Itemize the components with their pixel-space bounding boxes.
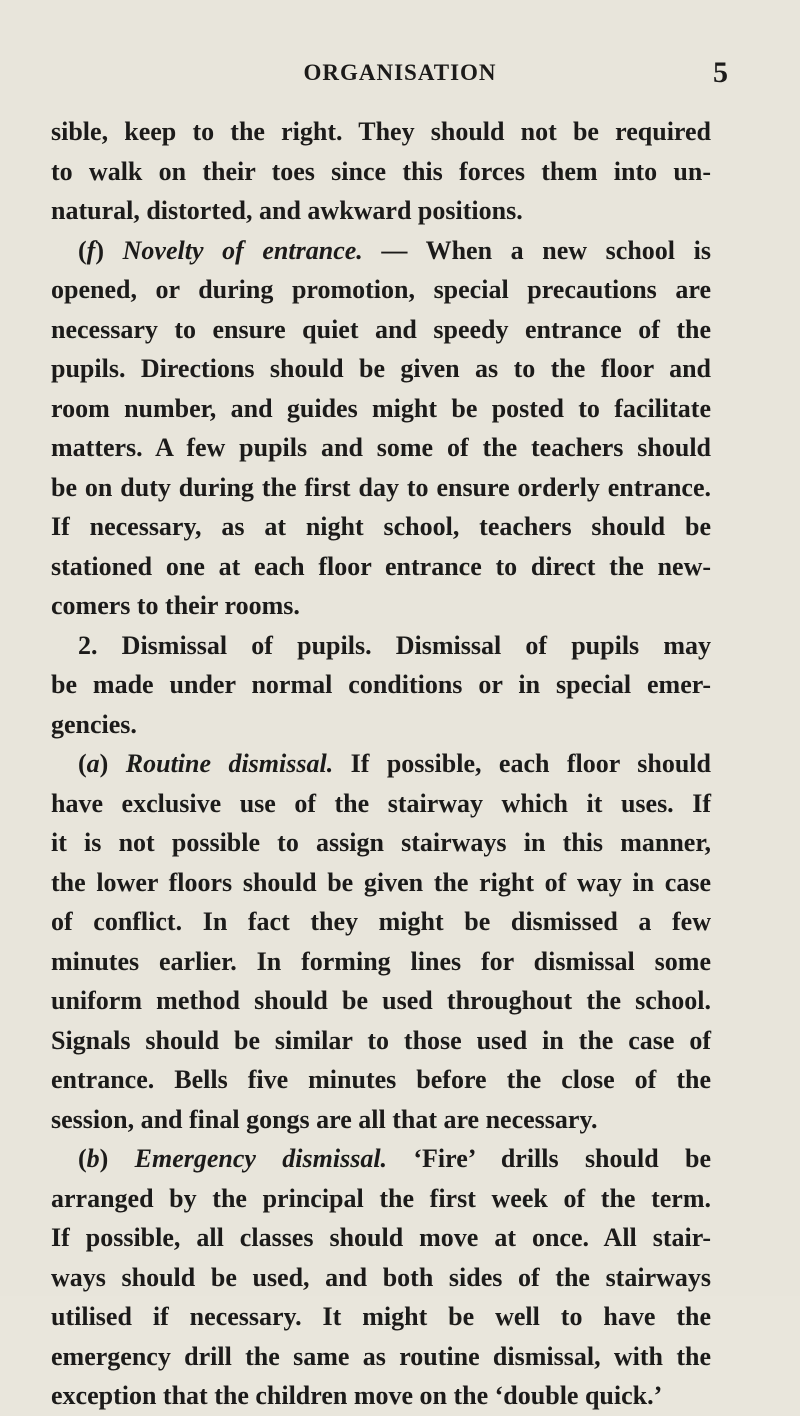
text-line: ways should be used, and both sides of the stairways bbox=[51, 1262, 711, 1292]
subsection-title-routine: Routine dismissal. bbox=[125, 749, 334, 778]
subsection-heading-line: (b) Emergency dismissal. ‘Fire’ drills should be bbox=[78, 1144, 711, 1173]
text-line: If necessary, as at night school, teachers should be bbox=[51, 512, 711, 541]
section-heading-line: 2. Dismissal of pupils. Dismissal of pupils may bbox=[78, 630, 711, 660]
page-number: 5 bbox=[713, 56, 728, 89]
subsection-title-novelty: Novelty of entrance. bbox=[122, 235, 363, 265]
text-line: it is not possible to assign stairways in this manner, bbox=[51, 828, 711, 857]
text-line: sible, keep to the right. They should not be required bbox=[51, 117, 711, 146]
text-line: pupils. Directions should be given as to the floor and bbox=[51, 354, 711, 383]
text-line: entrance. Bells five minutes before the close of the bbox=[51, 1065, 711, 1094]
text-line: If possible, all classes should move at once. All stair- bbox=[51, 1223, 711, 1252]
text-line: natural, distorted, and awkward positions. bbox=[51, 196, 523, 225]
text-line: minutes earlier. In forming lines for dismissal some bbox=[51, 946, 711, 976]
text-line: gencies. bbox=[51, 709, 137, 739]
page-header bbox=[0, 56, 800, 90]
text-line: have exclusive use of the stairway which it uses. If bbox=[51, 788, 711, 818]
text-line: be made under normal conditions or in special emer- bbox=[51, 670, 711, 699]
running-title: ORGANISATION bbox=[303, 60, 497, 85]
text-line: utilised if necessary. It might be well to have the bbox=[51, 1302, 711, 1331]
text-line: matters. A few pupils and some of the teachers should bbox=[51, 433, 711, 462]
text-line: be on duty during the first day to ensure orderly entrance. bbox=[51, 472, 711, 502]
text-line: uniform method should be used throughout the school. bbox=[51, 986, 711, 1015]
text-line: room number, and guides might be posted to facilitate bbox=[51, 393, 711, 423]
text-line: of conflict. In fact they might be dismissed a few bbox=[51, 907, 711, 936]
text-line: opened, or during promotion, special precautions are bbox=[51, 275, 711, 304]
text-line: emergency drill the same as routine dismissal, with the bbox=[51, 1341, 711, 1371]
text-line: exception that the children move on the ‘double quick.’ bbox=[51, 1381, 663, 1410]
text-line: necessary to ensure quiet and speedy entrance of the bbox=[51, 314, 711, 344]
text-line: arranged by the principal the first week of the term. bbox=[51, 1183, 711, 1213]
text-line: stationed one at each floor entrance to direct the new- bbox=[51, 551, 711, 581]
body-text bbox=[51, 112, 711, 1416]
text-line: to walk on their toes since this forces them into un- bbox=[51, 156, 711, 186]
subsection-heading-line: (f) Novelty of entrance. — When a new school is bbox=[78, 235, 711, 265]
text-line: comers to their rooms. bbox=[51, 591, 300, 620]
text-line: Signals should be similar to those used in the case of bbox=[51, 1025, 711, 1055]
text-line: the lower floors should be given the right of way in case bbox=[51, 867, 711, 897]
text-line: session, and final gongs are all that are necessary. bbox=[51, 1104, 598, 1134]
subsection-heading-line: (a) Routine dismissal. If possible, each floor should bbox=[78, 749, 711, 778]
subsection-title-emergency: Emergency dismissal. bbox=[134, 1144, 388, 1173]
